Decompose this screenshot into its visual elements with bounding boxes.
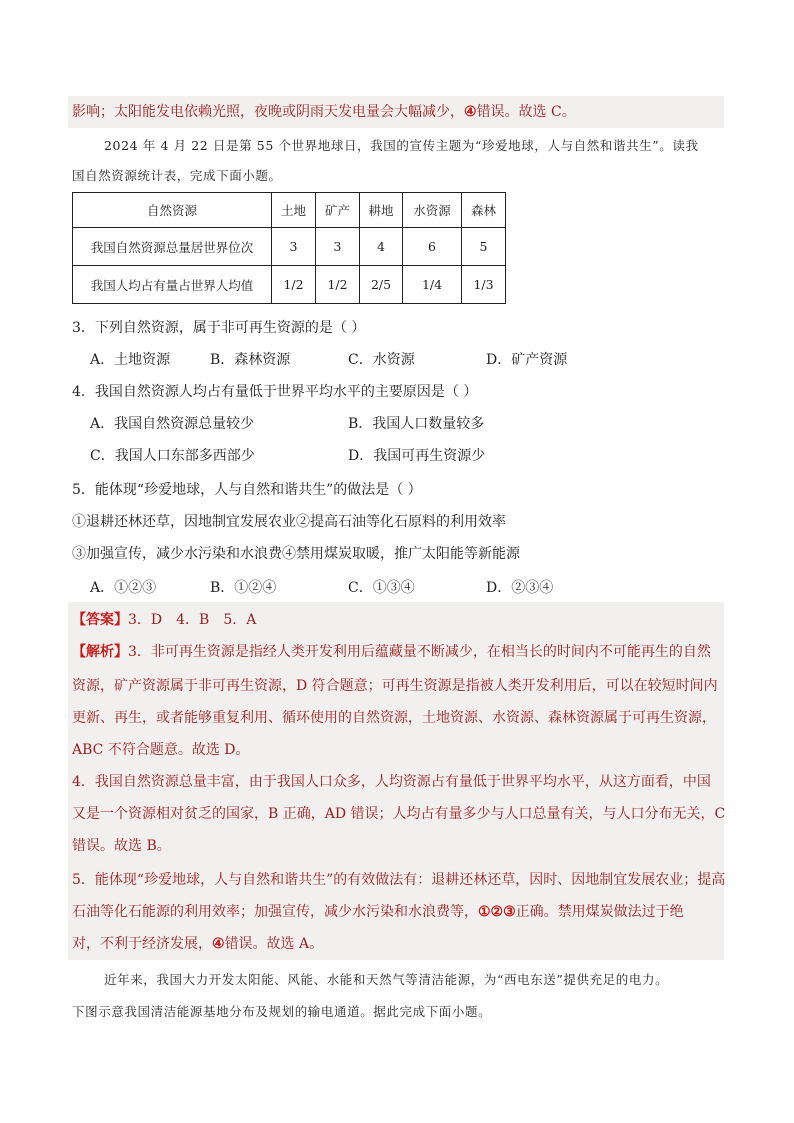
question-5-items-1: ①退耕还林还草，因地制宜发展农业②提高石油等化石原料的利用效率	[72, 514, 506, 530]
table-cell: 1/4	[403, 266, 462, 304]
answer-text: 3．D 4．B 5．A	[128, 612, 257, 628]
question-5-option-b: B．①②④	[210, 580, 277, 596]
table-header-cell: 自然资源	[73, 193, 272, 228]
analysis-line-9: 石油等化石能源的利用效率；加强宣传，减少水污染和水浪费等，①②③正确。禁用煤炭做法过于绝	[72, 904, 684, 920]
question-3-option-d: D．矿产资源	[486, 352, 568, 368]
question-3-stem: 3．下列自然资源，属于非可再生资源的是（ ）	[72, 320, 366, 336]
table-header-cell: 森林	[462, 193, 506, 228]
question-4-option-d: D．我国可再生资源少	[348, 448, 486, 464]
table-cell: 4	[360, 228, 403, 266]
question-5-items-2: ③加强宣传，减少水污染和水浪费④禁用煤炭取暖，推广太阳能等新能源	[72, 546, 520, 562]
table-header-cell: 水资源	[403, 193, 462, 228]
table-header-cell: 土地	[272, 193, 316, 228]
intro-paragraph-line-2: 国自然资源统计表，完成下面小题。	[72, 168, 282, 183]
analysis-line-2: 资源，矿产资源属于非可再生资源，D 符合题意；可再生资源是指被人类开发利用后，可以在较短时间内	[72, 678, 718, 694]
analysis-line-4: ABC 不符合题意。故选 D。	[72, 742, 250, 758]
table-cell: 6	[403, 228, 462, 266]
table-cell: 1/2	[272, 266, 316, 304]
intro2-paragraph-line-2: 下图示意我国清洁能源基地分布及规划的输电通道。据此完成下面小题。	[72, 1004, 492, 1019]
analysis-line-5: 4．我国自然资源总量丰富，由于我国人口众多，人均资源占有量低于世界平均水平，从这方面看，中国	[72, 774, 711, 790]
question-5-option-d: D．②③④	[486, 580, 554, 596]
answer-label: 【答案】	[72, 612, 128, 628]
table-cell: 我国人均占有量占世界人均值	[73, 266, 272, 304]
table-cell: 3	[316, 228, 360, 266]
question-3-option-a: A．土地资源	[90, 352, 171, 368]
table-cell: 1/2	[316, 266, 360, 304]
analysis-line-6: 又是一个资源相对贫乏的国家，B 正确，AD 错误；人均占有量多少与人口总量有关，与人口分布无关，C	[72, 806, 726, 822]
question-5-option-a: A．①②③	[90, 580, 157, 596]
analysis-line-8: 5．能体现“珍爱地球，人与自然和谐共生”的有效做法有：退耕还林还草，因时、因地制宜发展农业；提高	[72, 872, 726, 888]
prev-answer-line: 影响；太阳能发电依赖光照，夜晚或阴雨天发电量会大幅减少，④错误。故选 C。	[72, 104, 576, 120]
question-3-option-b: B．森林资源	[210, 352, 291, 368]
natural-resources-table	[72, 192, 506, 304]
table-header-cell: 矿产	[316, 193, 360, 228]
intro2-paragraph-line-1: 近年来，我国大力开发太阳能、风能、水能和天然气等清洁能源，为“西电东送”提供充足的电力。	[104, 972, 669, 987]
question-4-option-c: C．我国人口东部多西部少	[90, 448, 255, 464]
analysis-line-3: 更新、再生，或者能够重复利用、循环使用的自然资源，土地资源、水资源、森林资源属于可再生资源，	[72, 710, 716, 726]
analysis-line-7: 错误。故选 B。	[72, 838, 171, 854]
table-row	[73, 228, 506, 266]
analysis-label: 【解析】	[72, 644, 128, 660]
question-4-stem: 4．我国自然资源人均占有量低于世界平均水平的主要原因是（ ）	[72, 384, 478, 400]
table-row	[73, 266, 506, 304]
table-cell: 1/3	[462, 266, 506, 304]
table-header-cell: 耕地	[360, 193, 403, 228]
question-5-option-c: C．①③④	[348, 580, 415, 596]
table-cell: 2/5	[360, 266, 403, 304]
question-4-option-a: A．我国自然资源总量较少	[90, 416, 255, 432]
analysis-line-10: 对，不利于经济发展，④错误。故选 A。	[72, 936, 324, 952]
table-cell: 我国自然资源总量居世界位次	[73, 228, 272, 266]
answer-line	[72, 610, 256, 630]
table-cell: 3	[272, 228, 316, 266]
analysis-line-1: 【解析】3．非可再生资源是指经人类开发利用后蕴藏量不断减少，在相当长的时间内不可能再生的自然	[72, 644, 711, 660]
question-3-option-c: C．水资源	[348, 352, 415, 368]
question-4-option-b: B．我国人口数量较多	[348, 416, 485, 432]
table-header-row	[73, 193, 506, 228]
table-cell: 5	[462, 228, 506, 266]
intro-paragraph-line-1: 2024 年 4 月 22 日是第 55 个世界地球日，我国的宣传主题为“珍爱地球，人与自然和谐共生”。读我	[104, 138, 699, 153]
question-5-stem: 5．能体现“珍爱地球，人与自然和谐共生”的做法是（ ）	[72, 482, 422, 498]
